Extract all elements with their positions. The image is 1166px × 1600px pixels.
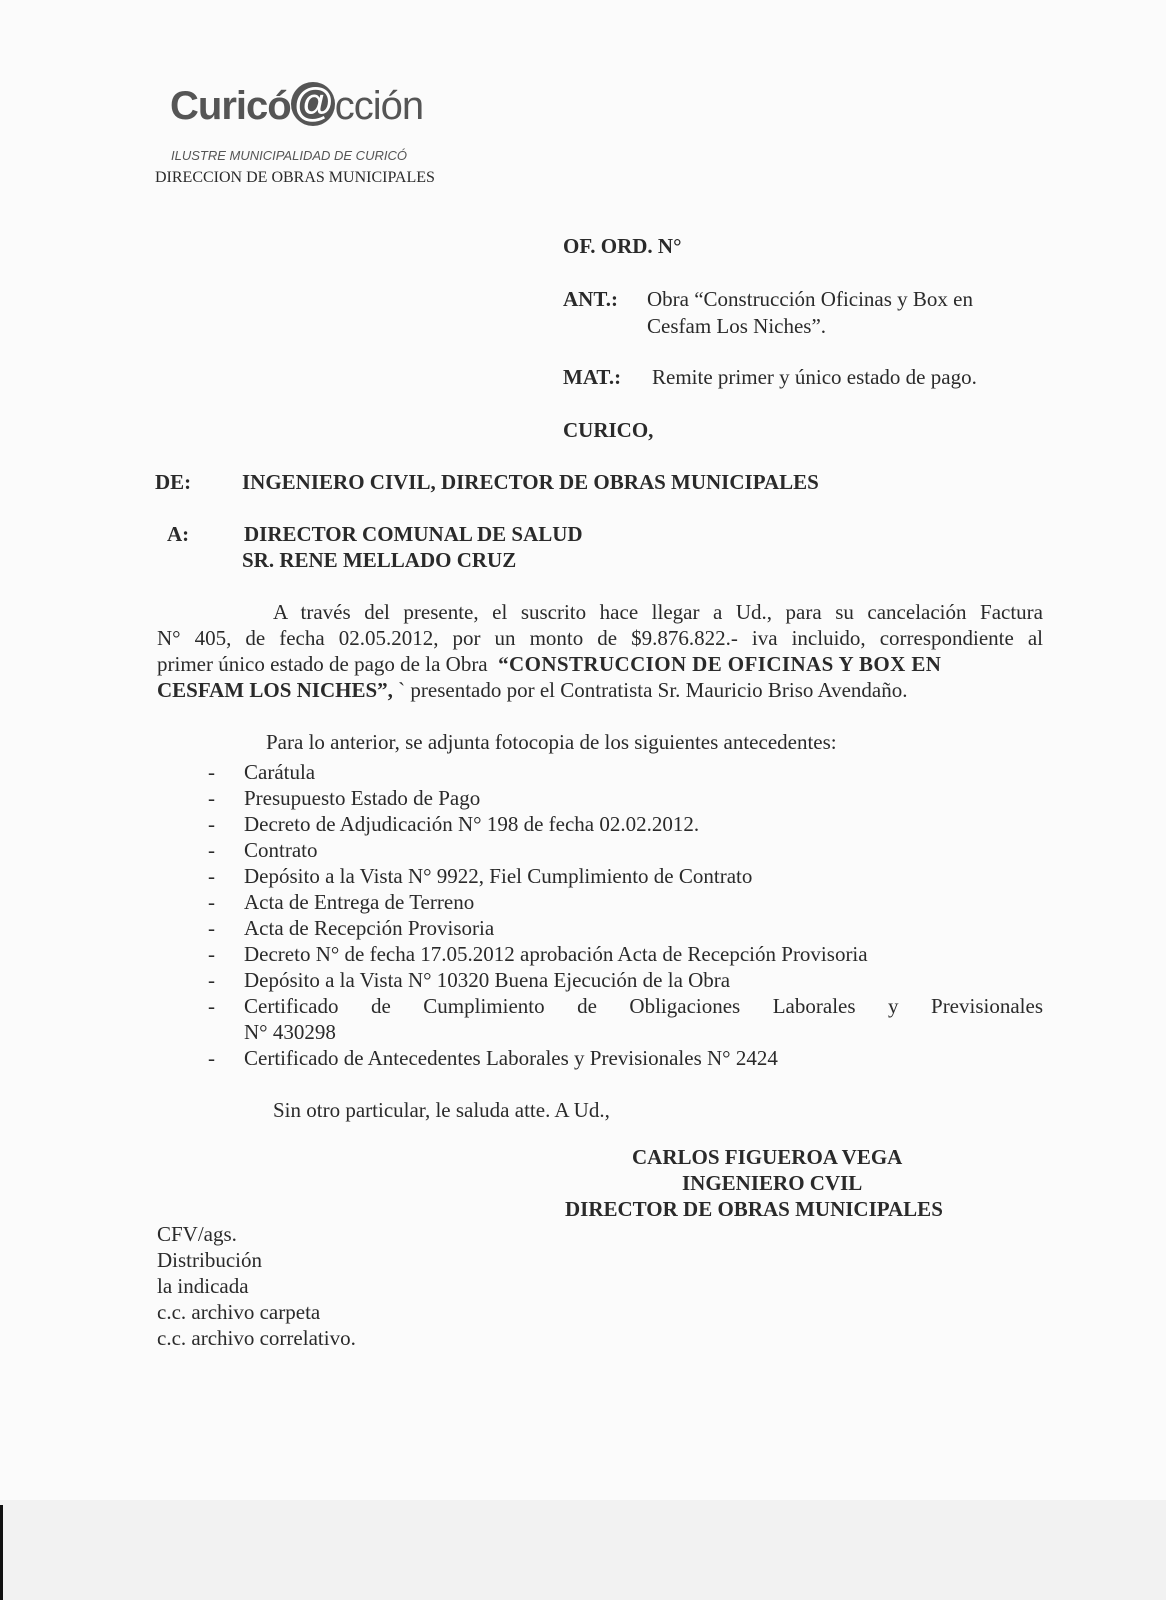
bullet: - (208, 760, 215, 784)
list-item-text: Presupuesto Estado de Pago (244, 786, 481, 810)
distribution-line: c.c. archivo correlativo. (157, 1326, 356, 1350)
distribution-line: CFV/ags. (157, 1222, 237, 1246)
list-item (208, 864, 753, 889)
list-item-text: Depósito a la Vista N° 10320 Buena Ejecución de la Obra (244, 968, 731, 992)
list-item (208, 968, 731, 993)
list-item (208, 916, 495, 941)
to-label: A: (167, 522, 190, 546)
logo-text: cción (334, 84, 424, 128)
distribution-line: c.c. archivo carpeta (157, 1300, 321, 1324)
project-name: CESFAM LOS NICHES”, (157, 678, 393, 702)
list-item-text: Certificado de Antecedentes Laborales y Previsionales N° 2424 (244, 1046, 778, 1070)
list-item-text: Acta de Entrega de Terreno (244, 890, 475, 914)
bullet: - (208, 994, 215, 1018)
institution-name: ILUSTRE MUNICIPALIDAD DE CURICÓ (171, 148, 407, 163)
to-line: DIRECTOR COMUNAL DE SALUD (244, 522, 583, 546)
mat-text: Remite primer y único estado de pago. (652, 365, 977, 389)
bullet: - (208, 968, 215, 992)
list-item (208, 1046, 778, 1071)
list-item (208, 786, 481, 811)
list-item (208, 812, 700, 837)
list-item-text: Decreto N° de fecha 17.05.2012 aprobación Acta de Recepción Provisoria (244, 942, 868, 966)
list-item-text: Decreto de Adjudicación N° 198 de fecha 02.02.2012. (244, 812, 700, 836)
paragraph-line: A través del presente, el suscrito hace llegar a Ud., para su cancelación Factura (273, 600, 1043, 624)
list-item (208, 942, 868, 967)
paragraph-line (157, 652, 941, 677)
distribution-line: la indicada (157, 1274, 249, 1298)
closing: Sin otro particular, le saluda atte. A Ud., (273, 1098, 610, 1122)
paragraph-2: Para lo anterior, se adjunta fotocopia de los siguientes antecedentes: (266, 730, 837, 754)
ant-line: Obra “Construcción Oficinas y Box en (647, 287, 974, 311)
bullet: - (208, 786, 215, 810)
paragraph-line: N° 405, de fecha 02.05.2012, por un monto de $9.876.822.- iva incluido, correspondiente al (157, 626, 1043, 650)
ant-label: ANT.: (563, 287, 619, 311)
signature-title: INGENIERO CVIL (682, 1171, 863, 1195)
bullet: - (208, 838, 215, 862)
text: primer único estado de pago de la Obra (157, 652, 488, 676)
list-item (208, 838, 318, 863)
distribution-line: Distribución (157, 1248, 262, 1272)
project-name: “CONSTRUCCION DE OFICINAS Y BOX EN (498, 652, 942, 676)
bullet: - (208, 942, 215, 966)
to-line: SR. RENE MELLADO CRUZ (242, 548, 517, 572)
bullet: - (208, 1046, 215, 1070)
signature-title: DIRECTOR DE OBRAS MUNICIPALES (565, 1197, 943, 1221)
list-item-text: Depósito a la Vista N° 9922, Fiel Cumplimiento de Contrato (244, 864, 753, 888)
list-item-text: Acta de Recepción Provisoria (244, 916, 495, 940)
logo-text: Curicó (170, 84, 291, 128)
scan-edge (0, 1505, 3, 1600)
list-item (208, 994, 1043, 1019)
signature-name: CARLOS FIGUEROA VEGA (632, 1145, 903, 1169)
list-item-continuation: N° 430298 (244, 1020, 336, 1044)
list-item-text: Carátula (244, 760, 316, 784)
logo-at-icon: @ (291, 82, 335, 126)
bullet: - (208, 864, 215, 888)
place: CURICO, (563, 418, 654, 442)
logo (170, 81, 424, 129)
department-name: DIRECCION DE OBRAS MUNICIPALES (155, 169, 435, 186)
from-value: INGENIERO CIVIL, DIRECTOR DE OBRAS MUNICIPALES (242, 470, 819, 494)
list-item (208, 890, 475, 915)
of-ord: OF. ORD. N° (563, 234, 682, 258)
list-item (208, 760, 316, 785)
scan-background (0, 1500, 1166, 1600)
mat-label: MAT.: (563, 365, 622, 389)
paragraph-line (157, 678, 908, 703)
list-item-text: Certificado de Cumplimiento de Obligaciones Laborales y Previsionales (244, 994, 1043, 1018)
bullet: - (208, 812, 215, 836)
list-item-text: Contrato (244, 838, 318, 862)
ant-line: Cesfam Los Niches”. (647, 314, 827, 338)
text: ` presentado por el Contratista Sr. Mauricio Briso Avendaño. (398, 678, 908, 702)
bullet: - (208, 890, 215, 914)
from-label: DE: (155, 470, 192, 494)
bullet: - (208, 916, 215, 940)
